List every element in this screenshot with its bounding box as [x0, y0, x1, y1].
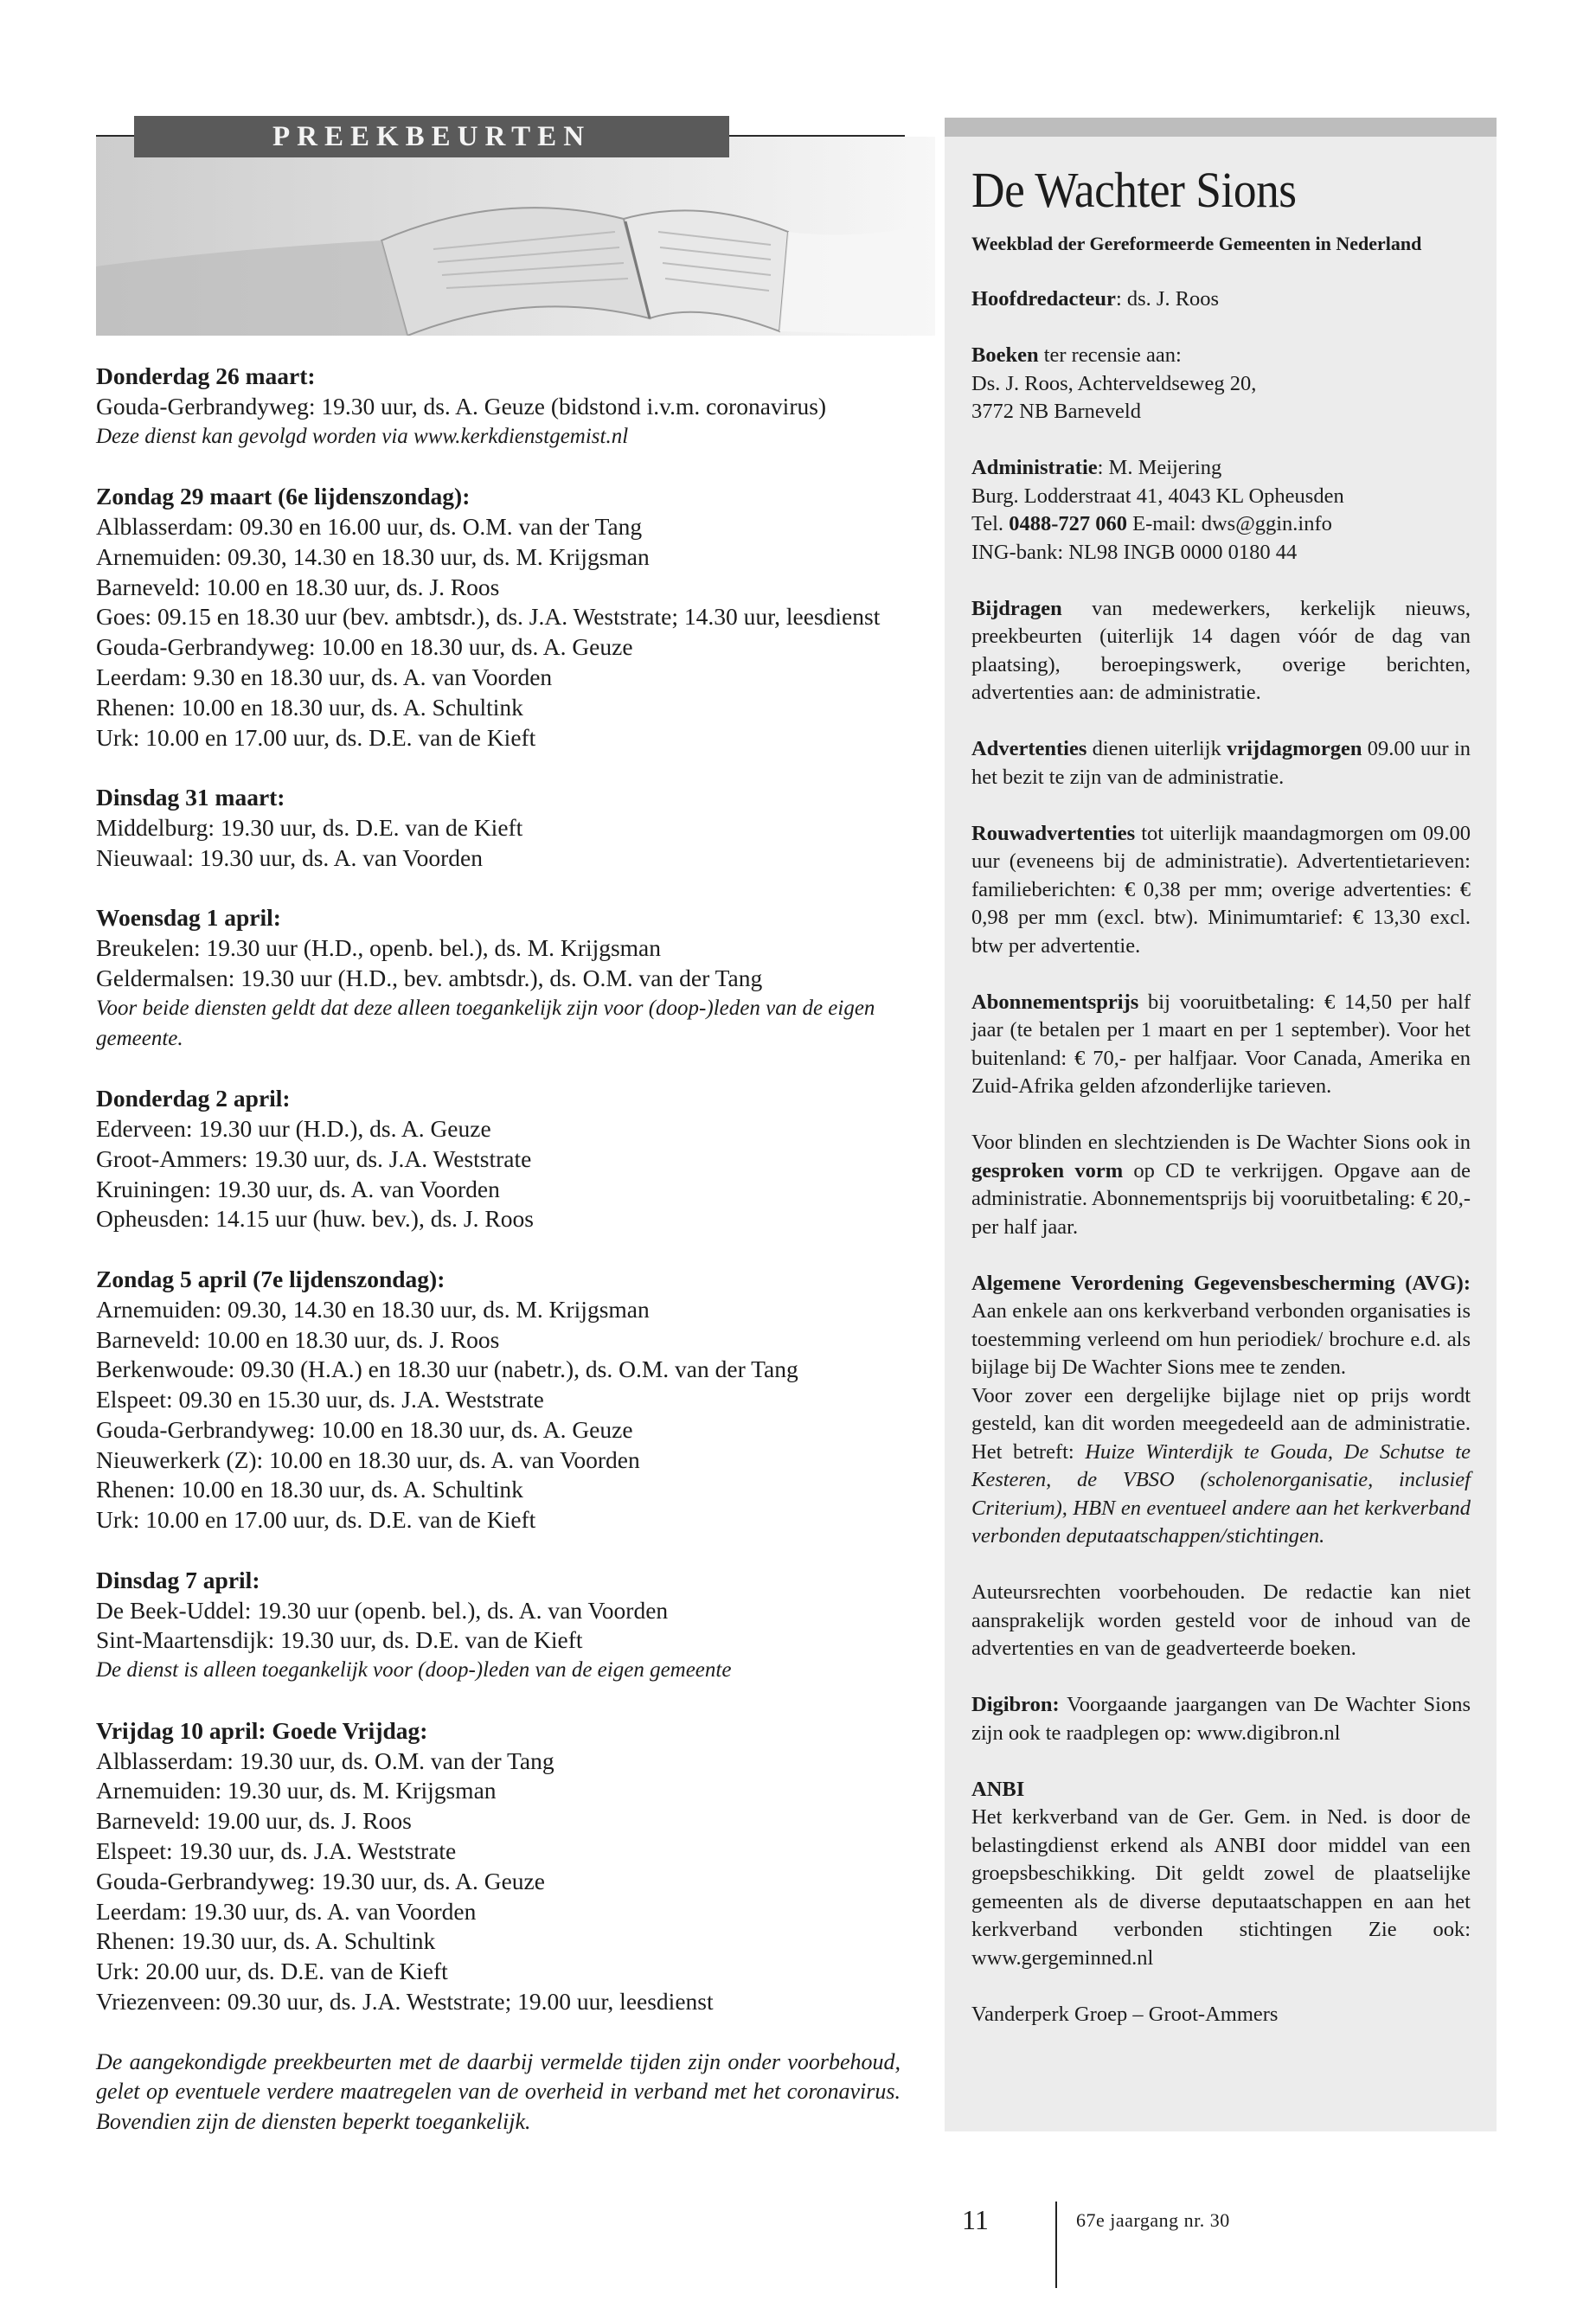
- service-line: Berkenwoude: 09.30 (H.A.) en 18.30 uur (nabetr.), ds. O.M. van der Tang: [96, 1356, 798, 1383]
- bible-banner-image: [96, 137, 935, 336]
- copyright-block: Auteursrechten voorbehouden. De redactie kan niet aansprakelijk worden gesteld voor de inhoud van de advertenties en van de geadverteerde boeken.: [971, 1580, 1471, 1661]
- books-block: Boeken ter recensie aan: Ds. J. Roos, Achterveldseweg 20, 3772 NB Barneveld: [971, 343, 1257, 424]
- digibron-block: Digibron: Voorgaande jaargangen van De Wachter Sions zijn ook te raadplegen op: www.digibron.nl: [971, 1693, 1471, 1745]
- audio-edition-block: Voor blinden en slechtzienden is De Wachter Sions ook in gesproken vorm op CD te verkrijgen. Opgave aan de administratie. Abonnementsprijs bij vooruitbetaling: € 20,- per half jaar.: [971, 1131, 1471, 1239]
- service-line: De Beek-Uddel: 19.30 uur (openb. bel.), ds. A. van Voorden: [96, 1596, 669, 1624]
- service-line: Alblasserdam: 19.30 uur, ds. O.M. van der Tang: [96, 1747, 554, 1774]
- day-heading: Dinsdag 7 april:: [96, 1566, 260, 1593]
- service-line: Barneveld: 19.00 uur, ds. J. Roos: [96, 1807, 412, 1835]
- service-line: Leerdam: 9.30 en 18.30 uur, ds. A. van Voorden: [96, 663, 553, 690]
- service-line: Gouda-Gerbrandyweg: 19.30 uur, ds. A. Geuze: [96, 1867, 545, 1894]
- service-line: Vriezenveen: 09.30 uur, ds. J.A. Weststrate; 19.00 uur, leesdienst: [96, 1988, 714, 2016]
- section-title: PREEKBEURTEN: [134, 116, 729, 157]
- masthead-title: De Wachter Sions: [971, 162, 1297, 218]
- advertisements-block: Advertenties dienen uiterlijk vrijdagmorgen 09.00 uur in het bezit te zijn van de administratie.: [971, 737, 1471, 789]
- day-heading: Woensdag 1 april:: [96, 904, 281, 932]
- editor-block: Hoofdredacteur: ds. J. Roos: [971, 287, 1220, 311]
- subscription-block: Abonnementsprijs bij vooruitbetaling: € 14,50 per half jaar (te betalen per 1 maart en per 1 september). Voor het buitenland: € 70,- per halfjaar. Voor Canada, Amerika en Zuid-Afrika gelden afzonderlijke tarieven.: [971, 990, 1471, 1099]
- service-line: Ederveen: 19.30 uur (H.D.), ds. A. Geuze: [96, 1114, 491, 1142]
- service-line: Arnemuiden: 09.30, 14.30 en 18.30 uur, ds. M. Krijgsman: [96, 1295, 650, 1323]
- schedule-day: [96, 482, 901, 753]
- service-line: Alblasserdam: 09.30 en 16.00 uur, ds. O.M. van der Tang: [96, 512, 643, 540]
- service-line: Barneveld: 10.00 en 18.30 uur, ds. J. Roos: [96, 1325, 500, 1353]
- service-line: Goes: 09.15 en 18.30 uur (bev. ambtsdr.), ds. J.A. Weststrate; 14.30 uur, leesdienst: [96, 603, 881, 631]
- volume-info: 67e jaargang nr. 30: [1076, 2209, 1230, 2231]
- day-heading: Zondag 5 april (7e lijdenszondag):: [96, 1265, 445, 1292]
- service-line: Arnemuiden: 09.30, 14.30 en 18.30 uur, ds. M. Krijgsman: [96, 542, 650, 570]
- service-note: Voor beide diensten geldt dat deze alleen toegankelijk zijn voor (doop-)leden van de eigen gemeente.: [96, 996, 875, 1050]
- schedule-day: [96, 362, 901, 452]
- service-line: Rhenen: 19.30 uur, ds. A. Schultink: [96, 1927, 436, 1955]
- footer-divider: [1055, 2202, 1057, 2288]
- printer-line: Vanderperk Groep – Groot-Ammers: [971, 2002, 1279, 2026]
- gdpr-block: Algemene Verordening Gegevensbescherming (AVG): Aan enkele aan ons kerkverband verbonden organisaties is toestemming verleend om hun periodiek/ brochure e.d. als bijlage bij De Wachter Sions mee te zenden. Voor zover een dergelijke bijlage niet op prijs wordt gesteld, kan dit worden meegedeeld aan de administratie. Het betreft: Huize Winterdijk te Gouda, De Schutse te Kesteren, de VBSO (scholenorganisatie, inclusief Criterium), HBN en eventueel andere aan het kerkverband verbonden deputaatschappen/stichtingen.: [971, 1271, 1471, 1548]
- service-line: Gouda-Gerbrandyweg: 10.00 en 18.30 uur, ds. A. Geuze: [96, 633, 633, 661]
- service-line: Arnemuiden: 19.30 uur, ds. M. Krijgsman: [96, 1777, 497, 1804]
- service-line: Middelburg: 19.30 uur, ds. D.E. van de Kieft: [96, 813, 523, 841]
- service-line: Rhenen: 10.00 en 18.30 uur, ds. A. Schultink: [96, 693, 523, 721]
- mourning-ads-block: Rouwadvertenties tot uiterlijk maandagmorgen om 09.00 uur (eveneens bij de administratie). Advertentietarieven: familieberichten: € 0,38 per mm; overige advertenties: € 0,98 per mm (excl. btw). Minimumtarief: € 13,30 excl. btw per advertentie.: [971, 821, 1471, 958]
- day-heading: Donderdag 26 maart:: [96, 362, 316, 389]
- service-line: Urk: 10.00 en 17.00 uur, ds. D.E. van de Kieft: [96, 723, 536, 751]
- service-line: Leerdam: 19.30 uur, ds. A. van Voorden: [96, 1897, 477, 1925]
- colophon-sidebar: [945, 118, 1497, 2131]
- service-line: Gouda-Gerbrandyweg: 10.00 en 18.30 uur, ds. A. Geuze: [96, 1415, 633, 1443]
- service-line: Elspeet: 09.30 en 15.30 uur, ds. J.A. Weststrate: [96, 1386, 544, 1413]
- sidebar-top-bar: [945, 118, 1497, 137]
- service-line: Gouda-Gerbrandyweg: 19.30 uur, ds. A. Geuze (bidstond i.v.m. coronavirus): [96, 392, 827, 420]
- day-heading: Donderdag 2 april:: [96, 1085, 291, 1112]
- service-line: Opheusden: 14.15 uur (huw. bev.), ds. J. Roos: [96, 1205, 534, 1233]
- schedule-day: [96, 1265, 901, 1535]
- service-line: Geldermalsen: 19.30 uur (H.D., bev. ambtsdr.), ds. O.M. van der Tang: [96, 964, 763, 991]
- schedule-day: [96, 783, 901, 873]
- service-note: De dienst is alleen toegankelijk voor (doop-)leden van de eigen gemeente: [96, 1658, 732, 1682]
- service-line: Breukelen: 19.30 uur (H.D., openb. bel.), ds. M. Krijgsman: [96, 934, 662, 962]
- schedule-day: [96, 1716, 901, 2017]
- service-line: Urk: 10.00 en 17.00 uur, ds. D.E. van de Kieft: [96, 1506, 536, 1534]
- day-heading: Dinsdag 31 maart:: [96, 784, 285, 811]
- page-number: 11: [962, 2204, 989, 2235]
- service-line: Urk: 20.00 uur, ds. D.E. van de Kieft: [96, 1958, 448, 1985]
- masthead-subtitle: Weekblad der Gereformeerde Gemeenten in Nederland: [971, 232, 1422, 254]
- schedule-day: [96, 1084, 901, 1234]
- day-heading: Zondag 29 maart (6e lijdenszondag):: [96, 483, 471, 510]
- schedule-day: [96, 903, 901, 1054]
- anbi-block: ANBI Het kerkverband van de Ger. Gem. in Ned. is door de belastingdienst erkend als ANBI door middel van een groepsbeschikking. Dit geldt zowel de plaatselijke gemeenten als de diverse deputaatschappen en aan het kerkverband verbonden stichtingen Zie ook: www.gergeminned.nl: [971, 1777, 1471, 1970]
- service-line: Sint-Maartensdijk: 19.30 uur, ds. D.E. van de Kieft: [96, 1626, 583, 1654]
- service-note: Deze dienst kan gevolgd worden via www.kerkdienstgemist.nl: [96, 424, 629, 448]
- day-heading: Vrijdag 10 april: Goede Vrijdag:: [96, 1716, 428, 1744]
- service-line: Groot-Ammers: 19.30 uur, ds. J.A. Weststrate: [96, 1144, 532, 1172]
- sermon-schedule: [96, 362, 901, 2137]
- schedule-day: [96, 1566, 901, 1686]
- service-line: Nieuwaal: 19.30 uur, ds. A. van Voorden: [96, 843, 483, 871]
- closing-note: De aangekondigde preekbeurten met de daarbij vermelde tijden zijn onder voorbehoud, gelet op eventuele verdere maatregelen van de overheid in verband met het coronavirus. Bovendien zijn de diensten beperkt toegankelijk.: [96, 2048, 901, 2134]
- contributions-block: Bijdragen van medewerkers, kerkelijk nieuws, preekbeurten (uiterlijk 14 dagen vóór de dag van plaatsing), beroepingswerk, overige berichten, advertenties aan: de administratie.: [971, 596, 1471, 705]
- service-line: Kruiningen: 19.30 uur, ds. A. van Voorden: [96, 1175, 500, 1202]
- administration-block: Administratie: M. Meijering Burg. Lodderstraat 41, 4043 KL Opheusden Tel. 0488-727 060 E-mail: dws@ggin.info ING-bank: NL98 INGB 0000 0180 44: [971, 456, 1344, 564]
- service-line: Nieuwerkerk (Z): 10.00 en 18.30 uur, ds. A. van Voorden: [96, 1445, 640, 1473]
- service-line: Barneveld: 10.00 en 18.30 uur, ds. J. Roos: [96, 573, 500, 600]
- service-line: Elspeet: 19.30 uur, ds. J.A. Weststrate: [96, 1837, 457, 1865]
- service-line: Rhenen: 10.00 en 18.30 uur, ds. A. Schultink: [96, 1476, 523, 1503]
